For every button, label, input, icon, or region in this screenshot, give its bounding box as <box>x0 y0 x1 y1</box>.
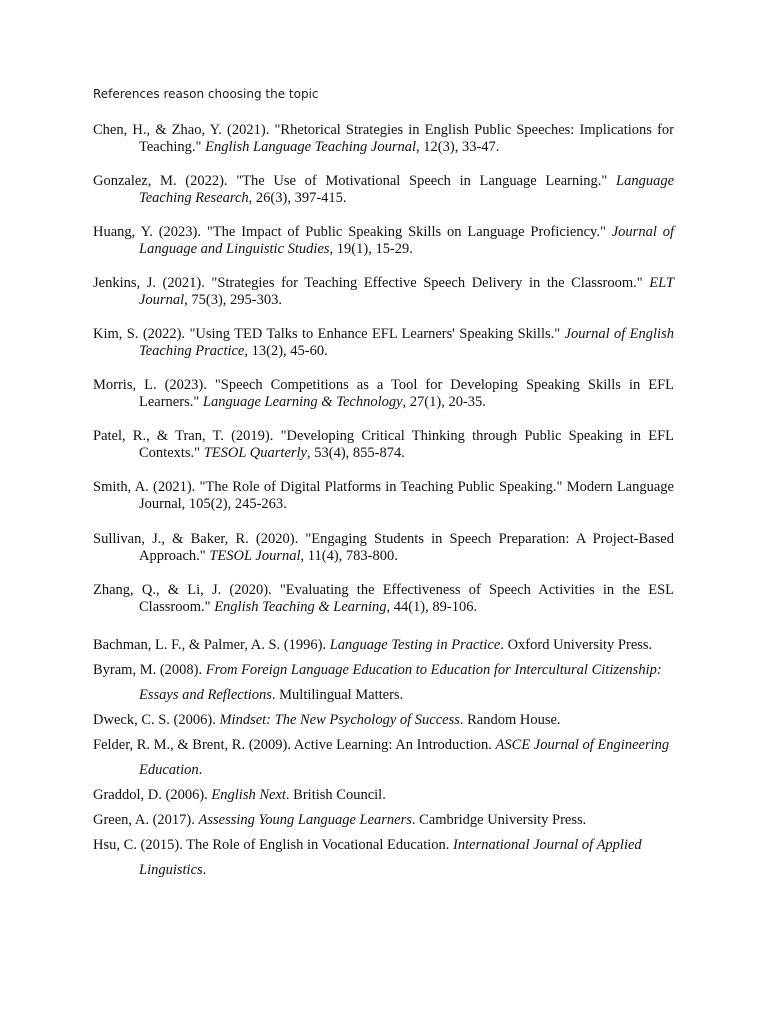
reference-entry: Bachman, L. F., & Palmer, A. S. (1996). Language Testing in Practice. Oxford University Press. <box>93 637 653 653</box>
reference-entry: Huang, Y. (2023). "The Impact of Public Speaking Skills on Language Proficiency." Journal of Language and Linguistic Studies, 19(1), 15-29. <box>93 224 674 257</box>
reference-entry: Smith, A. (2021). "The Role of Digital Platforms in Teaching Public Speaking." Modern Language Journal, 105(2), 245-263. <box>93 479 674 512</box>
page-heading: References reason choosing the topic <box>93 87 319 101</box>
reference-list-books <box>93 633 674 883</box>
reference-entry: Graddol, D. (2006). English Next. British Council. <box>93 787 386 803</box>
reference-list-articles <box>93 122 674 616</box>
reference-entry: Jenkins, J. (2021). "Strategies for Teaching Effective Speech Delivery in the Classroom." ELT Journal, 75(3), 295-303. <box>93 275 674 308</box>
reference-entry: Hsu, C. (2015). The Role of English in Vocational Education. International Journal of Applied Linguistics. <box>93 837 642 878</box>
reference-entry: Green, A. (2017). Assessing Young Language Learners. Cambridge University Press. <box>93 812 587 828</box>
reference-entry: Patel, R., & Tran, T. (2019). "Developing Critical Thinking through Public Speaking in EFL Contexts." TESOL Quarterly, 53(4), 855-874. <box>93 428 674 461</box>
reference-entry: Dweck, C. S. (2006). Mindset: The New Psychology of Success. Random House. <box>93 712 561 728</box>
reference-entry: Sullivan, J., & Baker, R. (2020). "Engaging Students in Speech Preparation: A Project-Based Approach." TESOL Journal, 11(4), 783-800. <box>93 531 674 564</box>
reference-entry: Kim, S. (2022). "Using TED Talks to Enhance EFL Learners' Speaking Skills." Journal of English Teaching Practice, 13(2), 45-60. <box>93 326 674 359</box>
reference-entry: Morris, L. (2023). "Speech Competitions as a Tool for Developing Speaking Skills in EFL Learners." Language Learning & Technology, 27(1), 20-35. <box>93 377 674 410</box>
reference-entry: Byram, M. (2008). From Foreign Language Education to Education for Intercultural Citizenship: Essays and Reflections. Multilingual Matters. <box>93 662 662 703</box>
reference-entry: Felder, R. M., & Brent, R. (2009). Active Learning: An Introduction. ASCE Journal of Engineering Education. <box>93 737 670 778</box>
reference-entry: Zhang, Q., & Li, J. (2020). "Evaluating the Effectiveness of Speech Activities in the ESL Classroom." English Teaching & Learning, 44(1), 89-106. <box>93 582 674 615</box>
reference-entry: Chen, H., & Zhao, Y. (2021). "Rhetorical Strategies in English Public Speeches: Implications for Teaching." English Language Teaching Journal, 12(3), 33-47. <box>93 122 674 155</box>
reference-entry: Gonzalez, M. (2022). "The Use of Motivational Speech in Language Learning." Language Teaching Research, 26(3), 397-415. <box>93 173 674 206</box>
